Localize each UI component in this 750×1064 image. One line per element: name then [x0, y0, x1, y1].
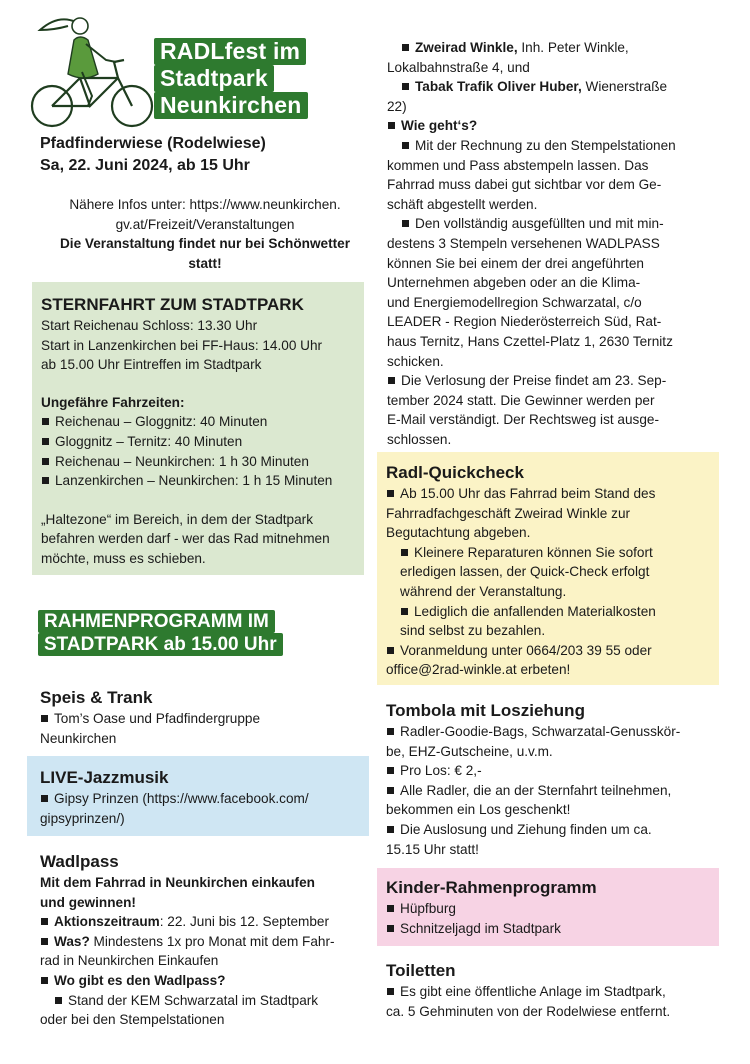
wie-item-2-line: schicken. — [387, 353, 444, 369]
wie-item-2: Den vollständig ausgefüllten und mit min- — [387, 214, 727, 234]
haltezone-line-2: befahren werden darf - wer das Rad mitnehmen — [41, 531, 330, 547]
sternfahrt-box — [32, 282, 364, 575]
verlosung-item: Die Verlosung der Preise findet am 23. Sep- — [387, 371, 727, 391]
weather-line-1: Die Veranstaltung findet nur bei Schönwetter — [59, 236, 351, 252]
speis-item: Tom’s Oase und Pfadfindergruppe — [40, 709, 360, 729]
tabak-line-2: 22) — [387, 98, 407, 114]
sternfahrt-line-1: Start Reichenau Schloss: 13.30 Uhr — [41, 318, 258, 333]
quickcheck-sub-1-line: erledigen lassen, der Quick-Check erfolgt — [400, 564, 650, 580]
was-item-line-2: rad in Neunkirchen Einkaufen — [40, 953, 219, 969]
haltezone-line-3: möchte, muss es schieben. — [41, 550, 206, 566]
tombola-item-1-line: be, EHZ-Gutscheine, u.v.m. — [386, 743, 553, 759]
was-item: Was? Mindestens 1x pro Monat mit dem Fahr- — [40, 932, 370, 952]
jazz-item-line-2: gipsyprinzen/) — [40, 810, 125, 826]
tombola-item-2: Pro Los: € 2,- — [386, 761, 721, 781]
wadlpass-title: Wadlpass — [40, 852, 119, 871]
verlosung-line: E-Mail verständigt. Der Rechtsweg ist ausge- — [387, 412, 659, 428]
toiletten-title: Toiletten — [386, 961, 456, 980]
weather-line-2: statt! — [188, 255, 222, 271]
title-line-2: Stadtpark — [154, 65, 274, 92]
woman-on-bicycle-illustration-icon — [28, 4, 158, 132]
zweirad-item: Zweirad Winkle, Inh. Peter Winkle, — [387, 38, 727, 58]
stand-item: Stand der KEM Schwarzatal im Stadtpark — [40, 991, 370, 1011]
jazz-title: LIVE-Jazzmusik — [40, 768, 169, 787]
rahmenprogramm-line-2: STADTPARK ab 15.00 Uhr — [38, 633, 283, 656]
sternfahrt-line-2: Start in Lanzenkirchen bei FF-Haus: 14.00 Uhr — [41, 337, 323, 353]
quickcheck-sub-2-line: sind selbst zu bezahlen. — [400, 623, 546, 639]
quickcheck-title: Radl-Quickcheck — [386, 463, 524, 482]
quickcheck-sub-1: Kleinere Reparaturen können Sie sofort — [386, 543, 713, 563]
event-location: Pfadfinderwiese (Rodelwiese) — [40, 135, 266, 152]
wie-item-1: Mit der Rechnung zu den Stempelstationen — [387, 136, 727, 156]
haltezone-line-1: „Haltezone“ im Bereich, in dem der Stadtpark — [41, 511, 313, 527]
quickcheck-sub-2: Lediglich die anfallenden Materialkosten — [386, 602, 713, 622]
title-line-1: RADLfest im — [154, 38, 306, 65]
wie-title: Wie geht‘s? — [387, 116, 727, 136]
wie-item-1-line: Fahrrad muss dabei gut sichtbar vor dem Ge- — [387, 177, 662, 193]
quickcheck-box — [377, 452, 719, 685]
quickcheck-item-2: Voranmeldung unter 0664/203 39 55 oder — [386, 641, 713, 661]
quickcheck-sub-1-line: während der Veranstaltung. — [400, 583, 567, 599]
wie-item-2-line: können Sie bei einem der drei angeführten — [387, 255, 644, 271]
tabak-item: Tabak Trafik Oliver Huber, Wienerstraße — [387, 77, 727, 97]
wadlpass-sub-line-2: und gewinnen! — [40, 894, 136, 910]
wie-item-1-line: kommen und Pass abstempeln lassen. Das — [387, 157, 649, 173]
tombola-item-4: Die Auslosung und Ziehung finden um ca. — [386, 820, 721, 840]
tombola-item-3: Alle Radler, die an der Sternfahrt teilnehmen, — [386, 781, 721, 801]
wie-item-2-line: und Energiemodellregion Schwarzatal, c/o — [387, 294, 642, 310]
info-line-2: gv.at/Freizeit/Veranstaltungen — [115, 216, 295, 232]
wie-item-2-line: Unternehmen abgeben oder an die Klima- — [387, 275, 641, 291]
wo-item: Wo gibt es den Wadlpass? — [40, 971, 370, 991]
aktionszeitraum-item: Aktionszeitraum: 22. Juni bis 12. September — [40, 912, 370, 932]
speis-title: Speis & Trank — [40, 688, 153, 707]
kinder-box — [377, 868, 719, 946]
toiletten-item: Es gibt eine öffentliche Anlage im Stadtpark, — [386, 982, 726, 1002]
tombola-item-1: Radler-Goodie-Bags, Schwarzatal-Genusskör- — [386, 722, 721, 742]
kinder-item: Hüpfburg — [386, 899, 713, 919]
tombola-item-3-line: bekommen ein Los geschenkt! — [386, 802, 571, 818]
fahrzeit-item: Reichenau – Neunkirchen: 1 h 30 Minuten — [41, 452, 356, 472]
fahrzeit-item: Gloggnitz – Ternitz: 40 Minuten — [41, 432, 356, 452]
event-date: Sa, 22. Juni 2024, ab 15 Uhr — [40, 157, 250, 174]
quickcheck-item-1-line: Fahrradfachgeschäft Zweirad Winkle zur — [386, 505, 631, 521]
wie-item-2-line: destens 3 Stempeln versehenen WADLPASS — [387, 235, 660, 251]
tombola-title: Tombola mit Losziehung — [386, 701, 585, 720]
wadlpass-sub-line-1: Mit dem Fahrrad in Neunkirchen einkaufen — [40, 875, 315, 890]
title-line-3: Neunkirchen — [154, 92, 308, 119]
wie-item-2-line: haus Ternitz, Hans Czettel-Platz 1, 2630 Ternitz — [387, 333, 673, 349]
quickcheck-item-1: Ab 15.00 Uhr das Fahrrad beim Stand des — [386, 484, 713, 504]
quickcheck-item-2-line: office@2rad-winkle.at erbeten! — [386, 662, 571, 678]
verlosung-line: schlossen. — [387, 431, 452, 447]
quickcheck-item-1-line: Begutachtung abgeben. — [386, 525, 531, 541]
fahrzeiten-title: Ungefähre Fahrzeiten: — [41, 394, 185, 410]
info-line-1: Nähere Infos unter: https://www.neunkirchen. — [69, 197, 341, 212]
verlosung-line: tember 2024 statt. Die Gewinner werden per — [387, 392, 655, 408]
wie-item-2-line: LEADER - Region Niederösterreich Süd, Rat- — [387, 314, 662, 330]
tombola-item-4-line: 15.15 Uhr statt! — [386, 841, 479, 857]
zweirad-line-2: Lokalbahnstraße 4, und — [387, 59, 530, 75]
jazz-item: Gipsy Prinzen (https://www.facebook.com/ — [40, 789, 361, 809]
wie-item-1-line: schäft abgestellt werden. — [387, 196, 538, 212]
fahrzeit-item: Reichenau – Gloggnitz: 40 Minuten — [41, 412, 356, 432]
sternfahrt-line-3: ab 15.00 Uhr Eintreffen im Stadtpark — [41, 357, 262, 373]
jazz-box — [27, 756, 369, 836]
rahmenprogramm-line-1: RAHMENPROGRAMM IM — [38, 610, 275, 633]
sternfahrt-title: STERNFAHRT ZUM STADTPARK — [41, 295, 304, 314]
stand-item-line-2: oder bei den Stempelstationen — [40, 1012, 225, 1028]
fahrzeit-item: Lanzenkirchen – Neunkirchen: 1 h 15 Minuten — [41, 471, 356, 491]
toiletten-item-line: ca. 5 Gehminuten von der Rodelwiese entfernt. — [386, 1003, 671, 1019]
kinder-title: Kinder-Rahmenprogramm — [386, 878, 597, 897]
speis-item-line-2: Neunkirchen — [40, 730, 117, 746]
kinder-item: Schnitzeljagd im Stadtpark — [386, 919, 713, 939]
